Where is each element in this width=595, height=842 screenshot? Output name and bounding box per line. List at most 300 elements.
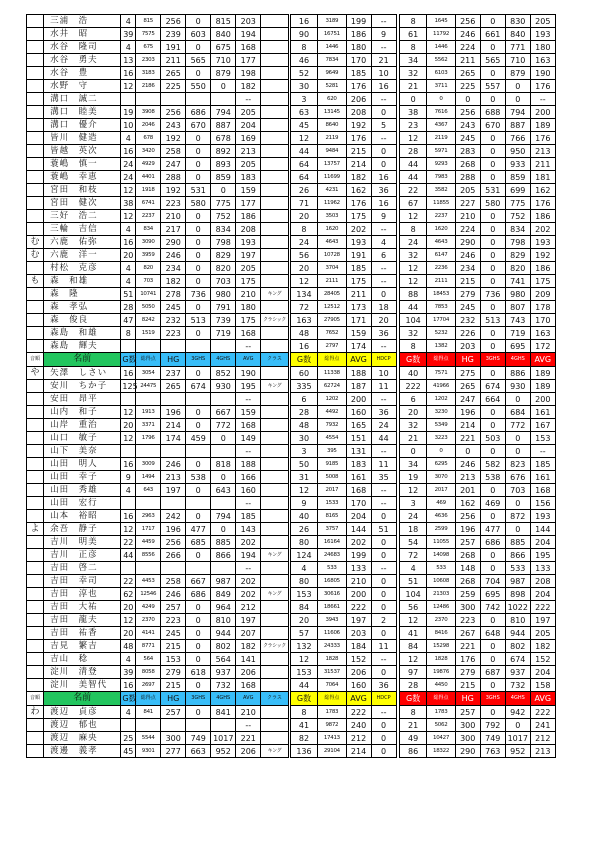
table-row [27, 484, 581, 497]
stat-cell: 208 [530, 575, 555, 588]
stat-cell: 223 [161, 197, 186, 210]
stat-cell: 1645 [427, 15, 455, 28]
stat-cell: 2237 [427, 210, 455, 223]
stat-cell: 3 [290, 93, 317, 106]
name-header: 名前 [44, 692, 121, 706]
stat-cell: 2963 [136, 510, 161, 523]
stat-cell: 0 [371, 510, 396, 523]
stat-cell: 35 [371, 471, 396, 484]
stat-cell: 232 [455, 314, 480, 327]
stat-cell: -- [236, 93, 261, 106]
group-header: 音順 [27, 692, 44, 706]
stat-cell: 168 [236, 327, 261, 340]
stat-cell: 815 [136, 15, 161, 28]
stat-cell: 0 [186, 262, 211, 275]
season3-header: 3GHS [480, 692, 505, 706]
stat-cell [211, 497, 236, 510]
group-cell [27, 93, 44, 106]
player-name: 蓑嶋 慎一 [44, 158, 121, 171]
stat-cell: 197 [236, 614, 261, 627]
stat-cell: 243 [161, 119, 186, 132]
stat-cell [136, 340, 161, 353]
group-cell [27, 406, 44, 419]
stat-cell: 175 [236, 314, 261, 327]
stat-cell: 8058 [136, 666, 161, 679]
group-cell [27, 28, 44, 41]
stat-cell: 44 [371, 432, 396, 445]
season1-header: 3GHS [186, 692, 211, 706]
stat-cell: 208 [346, 106, 371, 119]
table-row [27, 106, 581, 119]
stat-cell: 7983 [427, 171, 455, 184]
stat-cell: 200 [530, 106, 555, 119]
stat-cell: 0 [480, 301, 505, 314]
stat-cell: 10608 [427, 575, 455, 588]
stat-cell [136, 497, 161, 510]
stat-cell: 246 [161, 458, 186, 471]
stat-cell: 202 [530, 223, 555, 236]
group-cell [27, 666, 44, 679]
stat-cell: 6 [371, 249, 396, 262]
stat-cell: 259 [455, 588, 480, 601]
stat-cell: 131 [346, 445, 371, 458]
stat-cell: 18661 [318, 601, 346, 614]
stat-cell: 937 [211, 666, 236, 679]
stat-cell: 204 [530, 666, 555, 679]
season3-header: AVG [530, 692, 555, 706]
class-cell [261, 575, 288, 588]
stat-cell: 30 [290, 432, 317, 445]
stat-cell: 45 [121, 745, 136, 758]
stat-cell: 749 [480, 732, 505, 745]
class-cell [261, 171, 288, 184]
stat-cell: 12546 [136, 588, 161, 601]
stat-cell: 820 [505, 262, 530, 275]
stat-cell: 0 [186, 15, 211, 28]
stat-cell: 20 [371, 314, 396, 327]
stat-cell: 0 [505, 80, 530, 93]
stat-cell: 20 [400, 406, 427, 419]
group-cell [27, 327, 44, 340]
stat-cell: 47 [121, 314, 136, 327]
stat-cell: 0 [371, 601, 396, 614]
stat-cell: 7834 [318, 54, 346, 67]
stat-cell: 513 [186, 314, 211, 327]
stat-cell: 29104 [318, 745, 346, 758]
stat-cell: 185 [236, 510, 261, 523]
stat-cell: 159 [346, 327, 371, 340]
stat-cell: 202 [236, 536, 261, 549]
group-cell [27, 719, 44, 732]
header-row [27, 692, 581, 706]
stat-cell: 9293 [427, 158, 455, 171]
stat-cell: 182 [346, 171, 371, 184]
stat-cell: 40 [290, 510, 317, 523]
class-cell [261, 601, 288, 614]
stat-cell: 268 [455, 158, 480, 171]
stat-cell: 1783 [318, 706, 346, 719]
group-cell: む [27, 236, 44, 249]
season3-header: 総得点 [427, 353, 455, 367]
stat-cell: 719 [211, 327, 236, 340]
stat-cell: 237 [161, 367, 186, 380]
stat-cell: 192 [161, 132, 186, 145]
stat-cell: 1620 [427, 223, 455, 236]
stat-cell: 176 [346, 197, 371, 210]
stat-cell: 193 [346, 236, 371, 249]
stat-cell: 192 [346, 119, 371, 132]
stat-cell: 10 [371, 67, 396, 80]
stat-cell: -- [236, 562, 261, 575]
stat-cell: 170 [346, 497, 371, 510]
stat-cell: 0 [186, 249, 211, 262]
table-row [27, 93, 581, 106]
stat-cell: 194 [236, 549, 261, 562]
stat-cell: 17413 [318, 732, 346, 745]
stat-cell: 215 [161, 640, 186, 653]
stat-cell: 125 [122, 381, 138, 391]
stat-cell: 11962 [318, 197, 346, 210]
stat-cell: 223 [161, 614, 186, 627]
stat-cell: 180 [530, 41, 555, 54]
group-cell [27, 380, 44, 393]
stat-cell: 0 [211, 471, 236, 484]
stat-cell: 2797 [318, 340, 346, 353]
stat-cell: 6 [400, 393, 427, 406]
stat-cell: 258 [161, 145, 186, 158]
class-cell [261, 458, 288, 471]
stat-cell: 0 [371, 719, 396, 732]
stat-cell: 695 [505, 340, 530, 353]
stat-cell: 0 [505, 445, 530, 458]
stat-cell: 184 [346, 640, 371, 653]
stat-cell: 887 [211, 119, 236, 132]
stat-cell [121, 393, 136, 406]
stat-cell: 63 [290, 106, 317, 119]
stat-cell: 2303 [136, 54, 161, 67]
stat-cell: 214 [346, 158, 371, 171]
stat-cell: 2119 [427, 132, 455, 145]
stat-cell: 2111 [318, 275, 346, 288]
stat-cell: 794 [211, 106, 236, 119]
player-name: 六鹿 佑弥 [44, 236, 121, 249]
table-row [27, 719, 581, 732]
stat-cell: 829 [505, 249, 530, 262]
player-name: 吉田 啓二 [44, 562, 121, 575]
stat-cell: 8640 [318, 119, 346, 132]
player-name: 水谷 勇夫 [44, 54, 121, 67]
class-cell [261, 28, 288, 41]
group-cell [27, 549, 44, 562]
stat-cell: 28 [400, 679, 427, 692]
stat-cell: 265 [161, 380, 186, 393]
stat-cell: 719 [505, 327, 530, 340]
stat-cell: 195 [236, 380, 261, 393]
stat-cell: 742 [480, 601, 505, 614]
table-row [27, 640, 581, 653]
stat-cell: 4 [121, 706, 136, 719]
class-cell [261, 340, 288, 353]
stat-cell: -- [371, 497, 396, 510]
stat-cell: 0 [186, 510, 211, 523]
stat-cell: 3420 [136, 145, 161, 158]
class-cell [261, 54, 288, 67]
stat-cell: 798 [211, 236, 236, 249]
stat-cell: 11 [371, 640, 396, 653]
stat-cell: 4141 [136, 627, 161, 640]
stat-cell [121, 562, 136, 575]
stat-cell: 16 [121, 510, 136, 523]
stat-cell: 699 [505, 184, 530, 197]
stat-cell: 710 [505, 54, 530, 67]
stat-cell: 256 [161, 536, 186, 549]
stat-cell: 1533 [318, 497, 346, 510]
stat-cell: 36 [371, 406, 396, 419]
stat-cell: 2237 [136, 210, 161, 223]
season1-header: 総得点 [136, 692, 161, 706]
class-cell [261, 432, 288, 445]
stat-cell: 41 [290, 719, 317, 732]
stat-cell: 206 [236, 666, 261, 679]
stat-cell: 163 [530, 327, 555, 340]
stat-cell: 5232 [427, 327, 455, 340]
group-cell [27, 210, 44, 223]
stat-cell: 86 [400, 745, 427, 758]
stat-cell: 538 [186, 471, 211, 484]
stat-cell: 834 [505, 223, 530, 236]
stat-cell: 8 [290, 706, 317, 719]
stat-cell: 663 [186, 745, 211, 758]
stat-cell: 300 [161, 732, 186, 745]
group-cell [27, 288, 44, 301]
stat-cell: 7571 [427, 367, 455, 380]
stat-cell: 177 [236, 54, 261, 67]
player-name: 山岸 重治 [44, 419, 121, 432]
stat-cell: 0 [400, 445, 427, 458]
stat-cell: 44 [400, 301, 427, 314]
stat-cell: 239 [161, 28, 186, 41]
stat-cell: 168 [236, 41, 261, 54]
stat-cell: 28 [400, 145, 427, 158]
stat-cell: 1446 [318, 41, 346, 54]
table-row [27, 184, 581, 197]
stat-cell: 209 [530, 288, 555, 301]
group-cell [27, 432, 44, 445]
stat-cell: -- [371, 445, 396, 458]
group-cell [27, 15, 44, 28]
stat-cell: 0 [186, 601, 211, 614]
table-row [27, 41, 581, 54]
stat-cell: 205 [236, 106, 261, 119]
stat-cell: 221 [236, 732, 261, 745]
stat-cell: 0 [480, 93, 505, 106]
class-cell [261, 158, 288, 171]
stat-cell: 952 [211, 745, 236, 758]
stat-cell: 9484 [318, 145, 346, 158]
stat-cell: 256 [455, 15, 480, 28]
stat-cell: 4554 [318, 432, 346, 445]
group-cell [27, 679, 44, 692]
stat-cell: 739 [211, 314, 236, 327]
stat-cell: 193 [530, 28, 555, 41]
stat-cell: 670 [480, 119, 505, 132]
stat-cell [161, 393, 186, 406]
stat-cell: 0 [371, 745, 396, 758]
stat-cell: 189 [530, 380, 555, 393]
stat-cell: 16164 [318, 536, 346, 549]
stat-cell: 12 [400, 275, 427, 288]
class-cell [261, 406, 288, 419]
stat-cell: 0 [505, 93, 530, 106]
class-cell [261, 15, 288, 28]
stat-cell: 840 [211, 28, 236, 41]
stat-cell: 222 [530, 706, 555, 719]
player-name: 水谷 隆司 [44, 41, 121, 54]
player-name: 渡邊 義孝 [44, 745, 121, 758]
stat-cell: 198 [236, 67, 261, 80]
stat-cell: 1717 [136, 523, 161, 536]
class-cell [261, 679, 288, 692]
stat-cell: 20 [121, 249, 136, 262]
stat-cell: 222 [346, 706, 371, 719]
stat-cell: 513 [480, 314, 505, 327]
player-name: 山田 明人 [44, 458, 121, 471]
class-cell [261, 510, 288, 523]
stat-cell: 178 [530, 301, 555, 314]
stat-cell: 772 [505, 419, 530, 432]
stat-cell: 0 [505, 523, 530, 536]
stat-cell: 176 [530, 132, 555, 145]
group-cell [27, 314, 44, 327]
player-name: 淀川 美智代 [44, 679, 121, 692]
class-cell [261, 419, 288, 432]
stat-cell: 204 [530, 536, 555, 549]
stat-cell: 0 [480, 41, 505, 54]
stat-cell: 16 [121, 145, 136, 158]
group-cell [27, 536, 44, 549]
stat-cell: 674 [505, 653, 530, 666]
stat-cell: 620 [318, 93, 346, 106]
stat-cell: 771 [505, 41, 530, 54]
stat-cell: 28 [121, 301, 136, 314]
stat-cell: 25 [121, 732, 136, 745]
stat-cell: 195 [530, 549, 555, 562]
player-name: 吉山 稔 [44, 653, 121, 666]
stat-cell: 772 [211, 419, 236, 432]
stat-cell: 226 [455, 327, 480, 340]
group-cell [27, 458, 44, 471]
stat-cell: 0 [427, 445, 455, 458]
header-row [27, 353, 581, 367]
stat-cell: 11855 [427, 197, 455, 210]
stat-cell: 288 [161, 171, 186, 184]
stat-cell [186, 340, 211, 353]
stat-cell: 203 [346, 627, 371, 640]
stat-cell: 987 [505, 575, 530, 588]
stat-cell: -- [371, 223, 396, 236]
stat-cell: 279 [455, 666, 480, 679]
season1-header: クラス [261, 692, 288, 706]
stat-cell: 185 [346, 262, 371, 275]
stat-cell: 16 [290, 15, 317, 28]
stat-cell [186, 445, 211, 458]
stat-cell: 0 [371, 575, 396, 588]
stat-cell: 21 [400, 719, 427, 732]
stat-cell: 199 [346, 15, 371, 28]
stat-cell: 0 [505, 497, 530, 510]
stat-cell: 5008 [318, 471, 346, 484]
table-row [27, 340, 581, 353]
stat-cell: 0 [480, 653, 505, 666]
stat-cell: 886 [505, 367, 530, 380]
stat-cell: 7932 [318, 419, 346, 432]
stat-cell: 12 [290, 275, 317, 288]
stat-cell: 885 [211, 536, 236, 549]
stat-cell: 197 [530, 614, 555, 627]
table-row [27, 471, 581, 484]
stat-cell: 290 [455, 745, 480, 758]
stat-cell: 9301 [136, 745, 161, 758]
stat-cell: 4 [290, 562, 317, 575]
stat-cell: 210 [346, 575, 371, 588]
stat-cell: 222 [346, 601, 371, 614]
stat-cell: 4492 [318, 406, 346, 419]
stat-cell: 0 [505, 432, 530, 445]
stat-cell: 210 [236, 706, 261, 719]
stat-cell: 214 [161, 419, 186, 432]
player-name: 安田 昂平 [44, 393, 121, 406]
stat-cell: 1017 [505, 732, 530, 745]
stat-cell: 670 [186, 119, 211, 132]
stat-cell: 4 [121, 484, 136, 497]
stat-cell [121, 497, 136, 510]
stat-cell: 133 [530, 562, 555, 575]
group-cell [27, 510, 44, 523]
stat-cell: 19 [400, 471, 427, 484]
stat-cell: 8 [290, 41, 317, 54]
stat-cell: 3 [400, 497, 427, 510]
class-cell [261, 145, 288, 158]
stat-cell: 823 [505, 458, 530, 471]
stat-cell: 204 [530, 588, 555, 601]
stat-cell: 72 [290, 301, 317, 314]
stat-cell: 736 [186, 288, 211, 301]
stat-cell: 0 [480, 640, 505, 653]
stat-cell: 1828 [318, 653, 346, 666]
stat-cell: 267 [455, 627, 480, 640]
table-row [27, 732, 581, 745]
stat-cell [136, 719, 161, 732]
season2-header: AVG [346, 692, 371, 706]
stat-cell: 56 [400, 601, 427, 614]
class-cell [261, 184, 288, 197]
stat-cell [186, 719, 211, 732]
stat-cell: 20 [290, 614, 317, 627]
stat-cell: 674 [480, 380, 505, 393]
stat-cell: 944 [211, 627, 236, 640]
group-cell [27, 445, 44, 458]
stat-cell: 2 [371, 614, 396, 627]
stat-cell: 211 [530, 158, 555, 171]
stat-cell: 11699 [318, 171, 346, 184]
stat-cell: 12 [400, 614, 427, 627]
stat-cell: 3582 [427, 184, 455, 197]
stat-cell [161, 562, 186, 575]
season1-header: クラス [261, 353, 288, 367]
stat-cell [121, 719, 136, 732]
stat-cell: 4401 [136, 171, 161, 184]
group-cell [27, 171, 44, 184]
